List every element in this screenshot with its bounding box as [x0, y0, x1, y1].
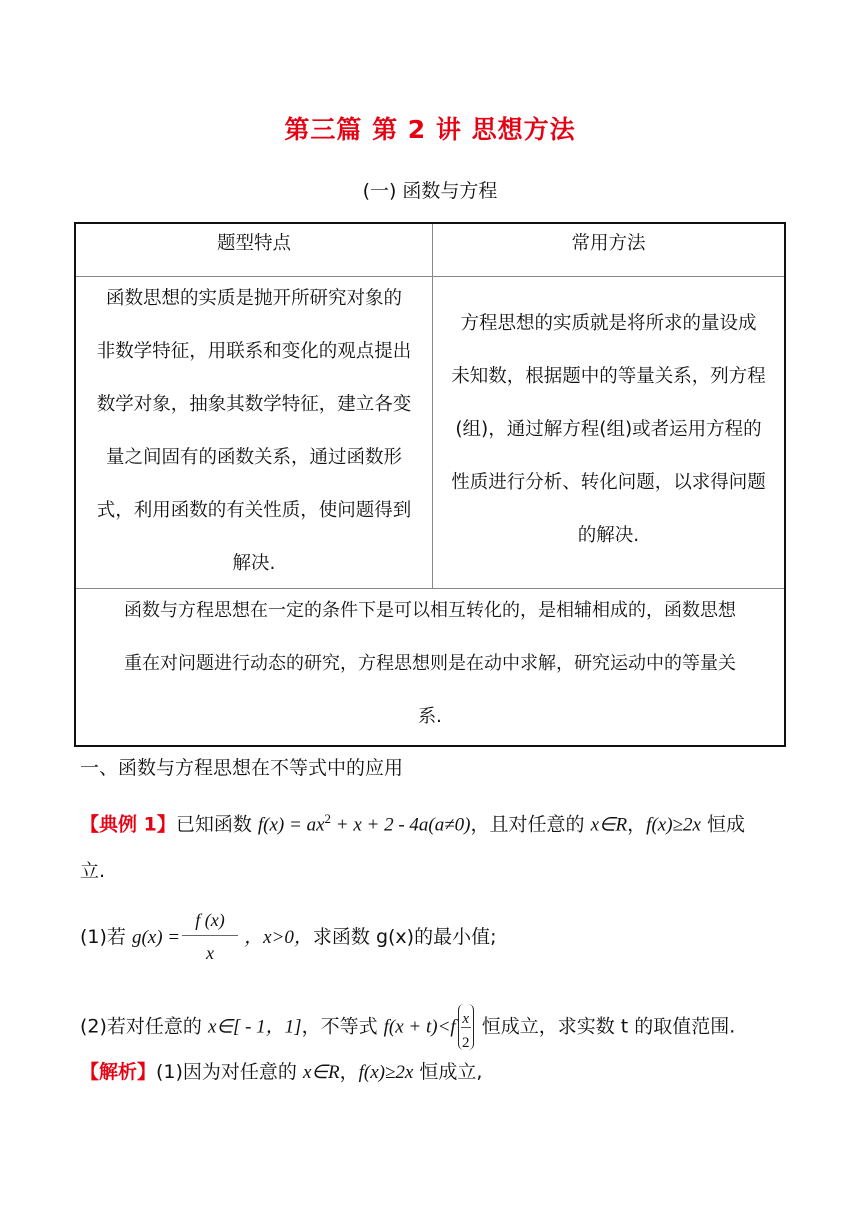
question-number: (1)若: [80, 926, 132, 948]
bracket-denominator: 2: [461, 1035, 470, 1051]
example-line-1: [80, 805, 745, 839]
left-line: 式，利用函数的有关性质，使问题得到: [96, 500, 412, 521]
example-text: 恒成: [700, 813, 745, 836]
domain-condition: x∈R: [302, 1062, 340, 1083]
right-line: 未知数，根据题中的等量关系，列方程: [451, 366, 766, 387]
question-number: (2)若对任意的: [80, 1015, 208, 1038]
left-line: 数学对象，抽象其数学特征，建立各变: [96, 394, 412, 415]
question-1: [80, 923, 496, 952]
interval: x∈[ - 1，1]: [207, 1016, 302, 1038]
fraction-denominator: x: [206, 943, 214, 963]
inequality-condition: f(x)≥2x: [358, 1062, 414, 1083]
bottom-line: 重在对问题进行动态的研究，方程思想则是在动中求解，研究运动中的等量关: [124, 653, 736, 674]
left-line: 解决.: [232, 553, 276, 574]
bracket-x-over-2: [458, 1004, 474, 1050]
example-text: 已知函数: [175, 813, 258, 836]
punctuation: ，: [627, 813, 647, 836]
solution-line: [80, 1058, 482, 1087]
condition: ，x>0，: [244, 927, 313, 948]
page-title: 第三篇 第 2 讲 思想方法: [284, 115, 576, 144]
inequality-condition: f(x)≥2x: [646, 814, 701, 836]
question-text: 恒成立，求实数 t 的取值范围.: [475, 1015, 736, 1038]
question-text: 求函数 g(x)的最小值;: [312, 926, 497, 948]
bottom-line: 函数与方程思想在一定的条件下是可以相互转化的，是相辅相成的，函数思想: [124, 600, 736, 621]
question-text: ，不等式: [301, 1015, 384, 1038]
fraction-f-over-x: [182, 909, 238, 964]
solution-label: 【解析】: [80, 1061, 157, 1083]
example-label: 【典例 1】: [80, 813, 176, 836]
bracket-fraction-bar: [461, 1027, 471, 1028]
domain-condition: x∈R: [590, 814, 628, 836]
table-header-right: 常用方法: [571, 233, 646, 254]
right-line: 的解决.: [577, 525, 640, 546]
section-heading: 一、函数与方程思想在不等式中的应用: [80, 757, 404, 779]
solution-text: (1)因为对任意的: [156, 1061, 303, 1083]
left-line: 非数学特征，用联系和变化的观点提出: [96, 341, 412, 362]
exponent: 2: [324, 811, 332, 826]
right-line: (组)，通过解方程(组)或者运用方程的: [455, 419, 762, 440]
table-bottom-cell: [76, 584, 784, 743]
right-line: 性质进行分析、转化问题，以求得问题: [451, 472, 766, 493]
function-expression: f(x) = ax: [257, 814, 325, 836]
method-table: [74, 222, 786, 747]
question-2: [80, 1004, 735, 1050]
table-header-left: 题型特点: [216, 233, 291, 254]
bracket-numerator: x: [462, 1011, 470, 1027]
left-line: 量之间固有的函数关系，通过函数形: [105, 447, 402, 468]
function-g: g(x) =: [131, 927, 181, 948]
fraction-bar: [182, 935, 238, 936]
solution-text: 恒成立,: [413, 1061, 483, 1083]
table-right-cell: [433, 297, 784, 562]
section-subtitle: (一) 函数与方程: [362, 180, 498, 202]
function-expression-rest: + x + 2 - 4a(a≠0): [331, 814, 471, 836]
punctuation: ，: [339, 1061, 359, 1083]
example-line-2: 立.: [80, 860, 106, 882]
fraction-numerator: f (x): [195, 910, 225, 930]
table-left-cell: [76, 272, 432, 590]
right-line: 方程思想的实质就是将所求的量设成: [460, 313, 757, 334]
example-text: ，且对任意的: [470, 813, 591, 836]
inequality: f(x + t)<f: [383, 1016, 456, 1038]
bottom-line: 系.: [418, 706, 442, 727]
left-line: 函数思想的实质是抛开所研究对象的: [105, 288, 402, 309]
